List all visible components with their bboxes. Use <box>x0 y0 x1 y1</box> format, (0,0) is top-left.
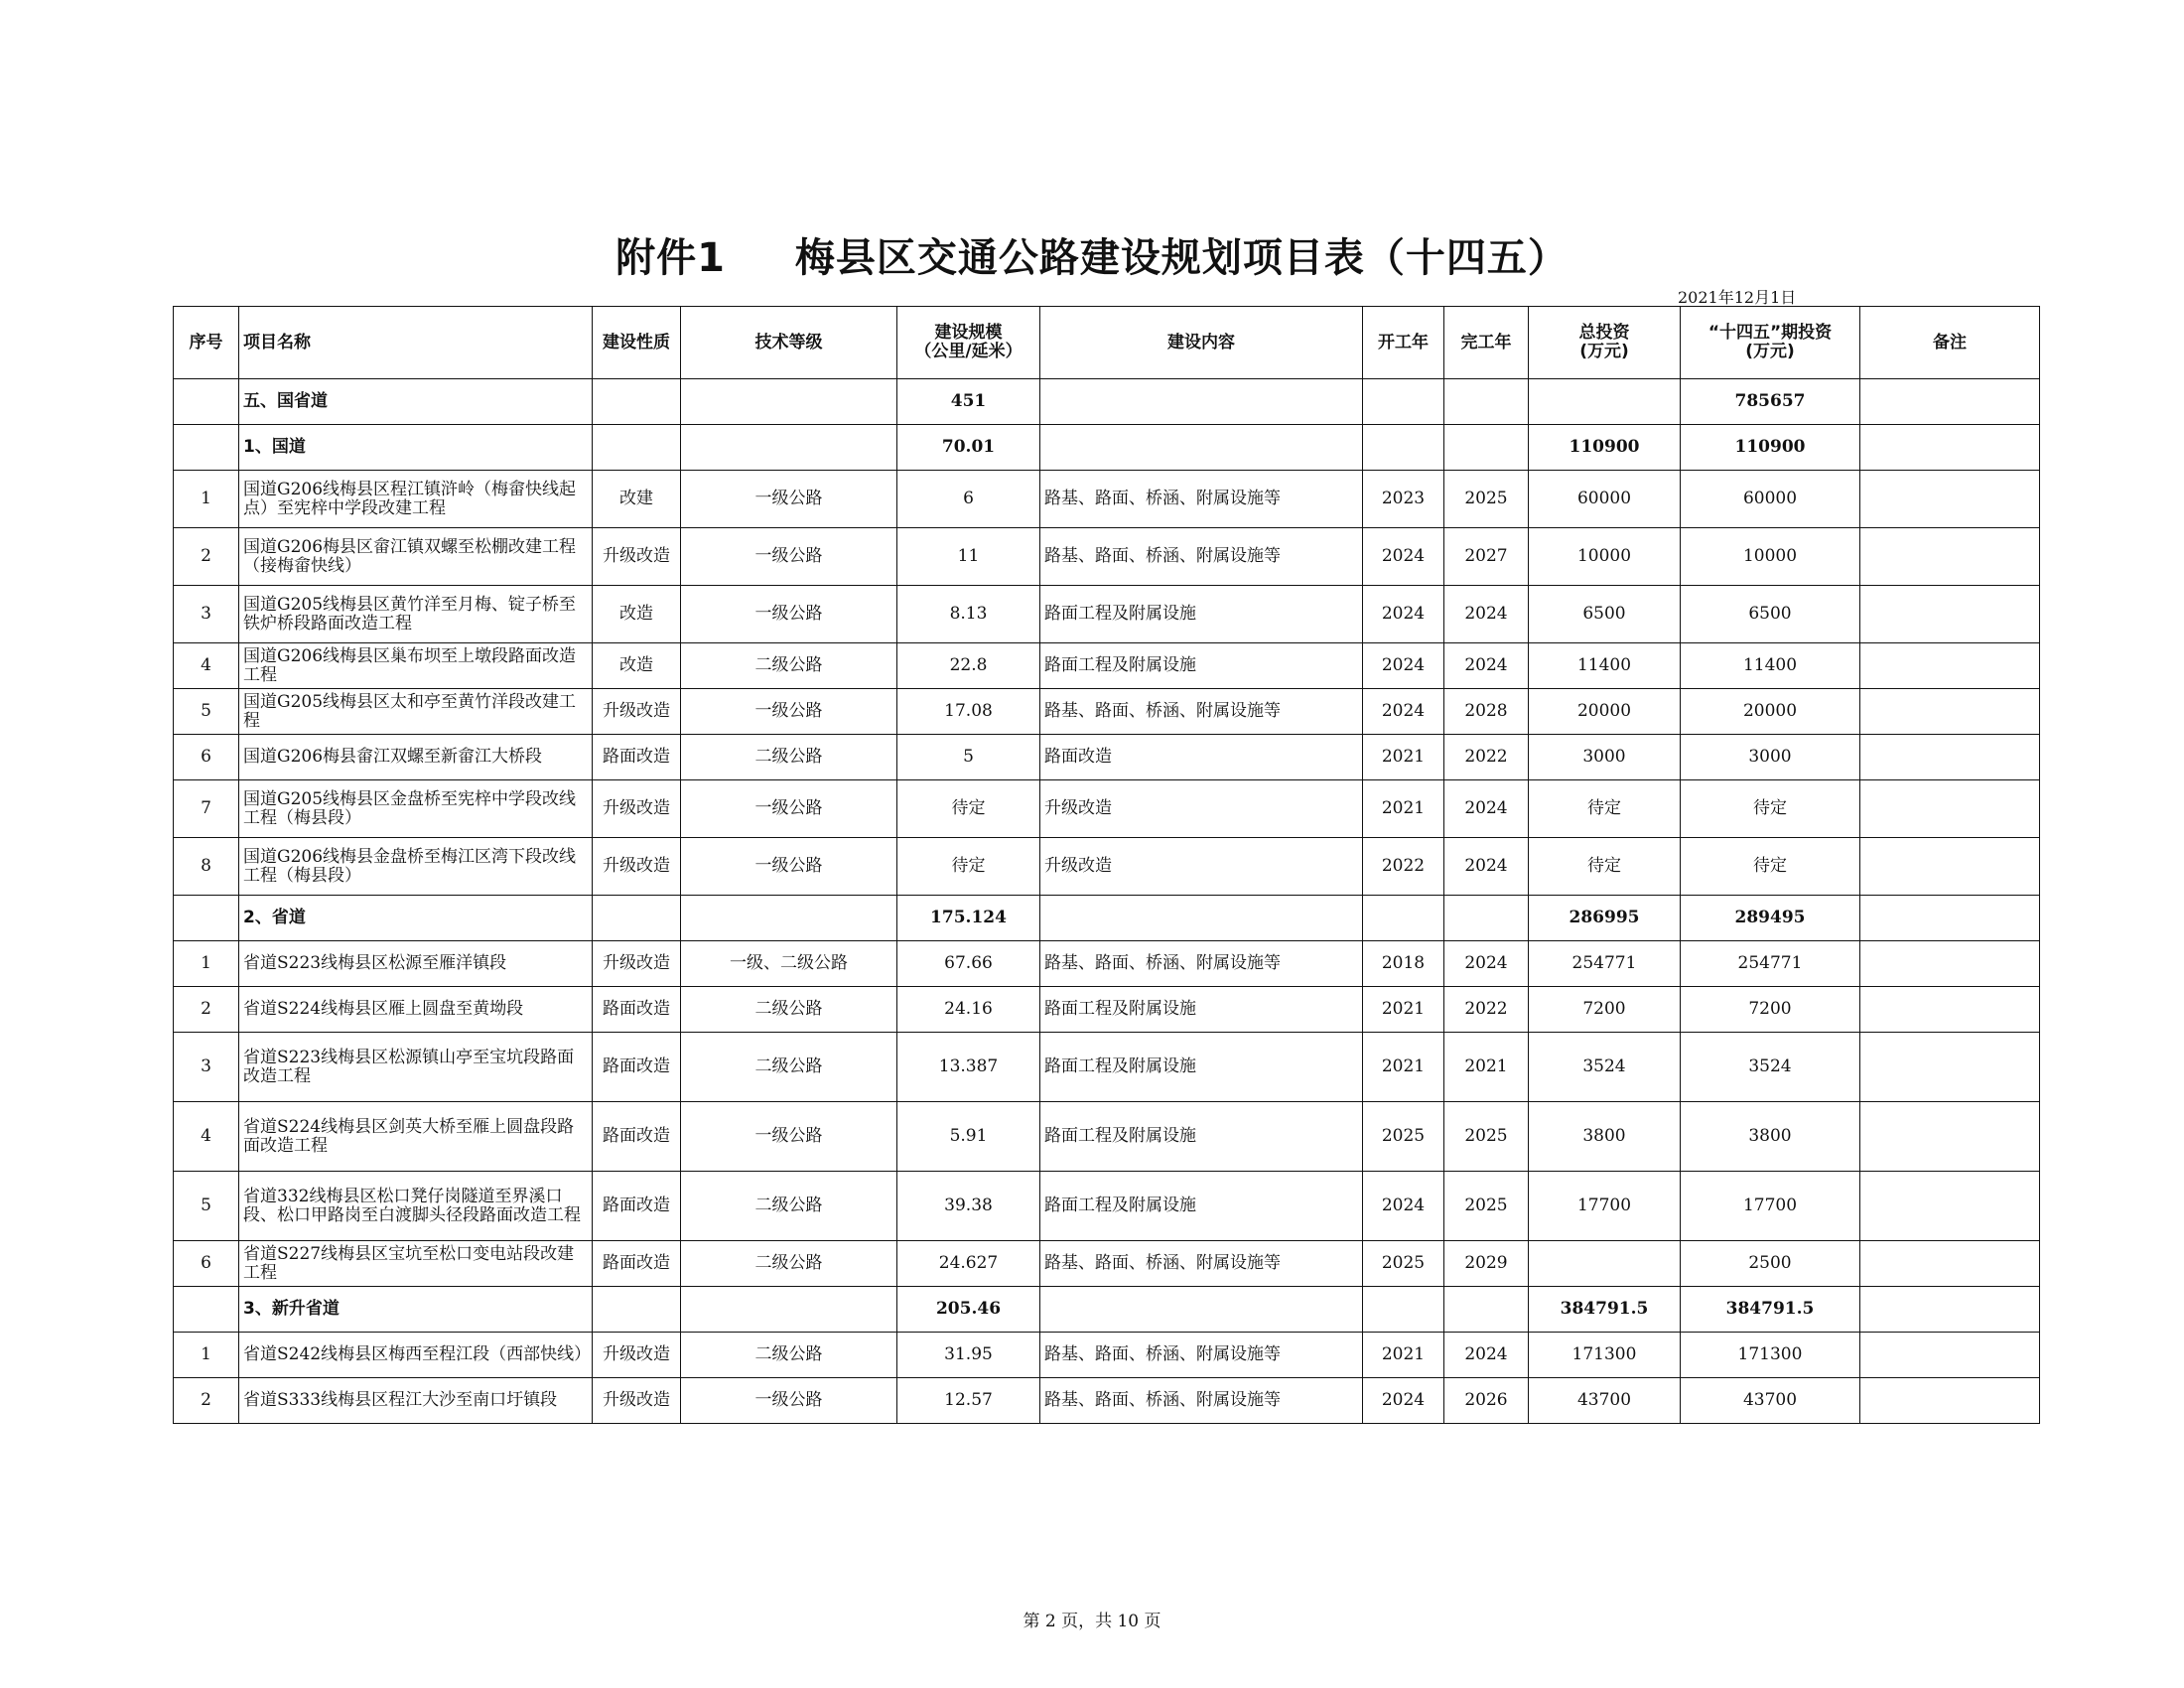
cell-period: 785657 <box>1681 379 1860 425</box>
cell-note <box>1860 1378 2040 1424</box>
cell-nature: 路面改造 <box>593 1241 681 1287</box>
cell-name: 国道G205线梅县区黄竹洋至月梅、锭子桥至铁炉桥段路面改造工程 <box>239 586 593 643</box>
cell-content: 路面改造 <box>1040 735 1363 780</box>
cell-nature: 升级改造 <box>593 941 681 987</box>
cell-content: 路面工程及附属设施 <box>1040 987 1363 1033</box>
section-row <box>174 1287 2040 1333</box>
cell-grade: 一级公路 <box>681 1102 897 1172</box>
cell-note <box>1860 1172 2040 1241</box>
cell-scale: 17.08 <box>897 689 1040 735</box>
cell-content <box>1040 379 1363 425</box>
cell-seq: 5 <box>174 1172 239 1241</box>
cell-nature: 升级改造 <box>593 528 681 586</box>
table-row <box>174 689 2040 735</box>
cell-scale: 11 <box>897 528 1040 586</box>
cell-seq: 2 <box>174 528 239 586</box>
table-row <box>174 1241 2040 1287</box>
cell-seq: 1 <box>174 941 239 987</box>
cell-grade: 二级公路 <box>681 1241 897 1287</box>
cell-note <box>1860 896 2040 941</box>
cell-total: 待定 <box>1529 838 1681 896</box>
cell-scale: 39.38 <box>897 1172 1040 1241</box>
cell-content: 路基、路面、桥涵、附属设施等 <box>1040 1378 1363 1424</box>
cell-start: 2023 <box>1363 471 1444 528</box>
cell-grade: 一级公路 <box>681 471 897 528</box>
cell-grade: 二级公路 <box>681 643 897 689</box>
cell-scale: 6 <box>897 471 1040 528</box>
table-body <box>174 379 2040 1424</box>
col-header-note: 备注 <box>1860 307 2040 379</box>
cell-start: 2021 <box>1363 780 1444 838</box>
cell-end: 2029 <box>1444 1241 1529 1287</box>
cell-total: 3524 <box>1529 1033 1681 1102</box>
cell-seq: 1 <box>174 1333 239 1378</box>
cell-note <box>1860 528 2040 586</box>
cell-grade <box>681 896 897 941</box>
cell-total: 286995 <box>1529 896 1681 941</box>
cell-note <box>1860 689 2040 735</box>
cell-content <box>1040 425 1363 471</box>
cell-start: 2021 <box>1363 1033 1444 1102</box>
cell-name: 1、国道 <box>239 425 593 471</box>
section-row <box>174 379 2040 425</box>
cell-total: 254771 <box>1529 941 1681 987</box>
cell-scale: 8.13 <box>897 586 1040 643</box>
col-header-content: 建设内容 <box>1040 307 1363 379</box>
cell-content: 升级改造 <box>1040 838 1363 896</box>
cell-end: 2022 <box>1444 987 1529 1033</box>
cell-grade: 二级公路 <box>681 1172 897 1241</box>
cell-name: 国道G205线梅县区金盘桥至宪梓中学段改线工程（梅县段） <box>239 780 593 838</box>
cell-nature: 改造 <box>593 586 681 643</box>
table-row <box>174 941 2040 987</box>
table-row <box>174 643 2040 689</box>
cell-name: 省道332线梅县区松口凳仔岗隧道至界溪口段、松口甲路岗至白渡脚头径段路面改造工程 <box>239 1172 593 1241</box>
cell-seq <box>174 379 239 425</box>
col-header-scale <box>897 307 1040 379</box>
cell-total: 待定 <box>1529 780 1681 838</box>
cell-period: 10000 <box>1681 528 1860 586</box>
col-header-total-line2: (万元) <box>1579 342 1629 361</box>
cell-total: 20000 <box>1529 689 1681 735</box>
cell-start: 2021 <box>1363 1333 1444 1378</box>
cell-scale: 5 <box>897 735 1040 780</box>
cell-end: 2022 <box>1444 735 1529 780</box>
col-header-end: 完工年 <box>1444 307 1529 379</box>
cell-total: 7200 <box>1529 987 1681 1033</box>
cell-seq <box>174 896 239 941</box>
cell-name: 2、省道 <box>239 896 593 941</box>
cell-end <box>1444 425 1529 471</box>
cell-period: 110900 <box>1681 425 1860 471</box>
cell-end: 2024 <box>1444 1333 1529 1378</box>
cell-nature <box>593 896 681 941</box>
cell-end: 2021 <box>1444 1033 1529 1102</box>
col-header-period-line1: “十四五”期投资 <box>1707 323 1833 343</box>
col-header-grade: 技术等级 <box>681 307 897 379</box>
cell-total: 10000 <box>1529 528 1681 586</box>
cell-content <box>1040 1287 1363 1333</box>
project-table <box>173 306 2040 1424</box>
cell-note <box>1860 471 2040 528</box>
cell-note <box>1860 1102 2040 1172</box>
cell-grade <box>681 379 897 425</box>
cell-name: 省道S224线梅县区雁上圆盘至黄坳段 <box>239 987 593 1033</box>
cell-period: 384791.5 <box>1681 1287 1860 1333</box>
cell-nature: 路面改造 <box>593 1172 681 1241</box>
cell-total <box>1529 379 1681 425</box>
cell-seq <box>174 425 239 471</box>
cell-seq <box>174 1287 239 1333</box>
cell-end: 2026 <box>1444 1378 1529 1424</box>
col-header-period <box>1681 307 1860 379</box>
table-row <box>174 780 2040 838</box>
cell-grade: 二级公路 <box>681 987 897 1033</box>
cell-end: 2025 <box>1444 471 1529 528</box>
cell-name: 国道G206线梅县区程江镇浒岭（梅畲快线起点）至宪梓中学段改建工程 <box>239 471 593 528</box>
cell-start: 2024 <box>1363 1172 1444 1241</box>
cell-start <box>1363 1287 1444 1333</box>
cell-period: 289495 <box>1681 896 1860 941</box>
cell-note <box>1860 643 2040 689</box>
cell-total <box>1529 1241 1681 1287</box>
table-row <box>174 1033 2040 1102</box>
cell-note <box>1860 425 2040 471</box>
cell-nature: 路面改造 <box>593 1102 681 1172</box>
cell-content: 路面工程及附属设施 <box>1040 1033 1363 1102</box>
cell-note <box>1860 941 2040 987</box>
cell-content: 路面工程及附属设施 <box>1040 1172 1363 1241</box>
cell-scale: 451 <box>897 379 1040 425</box>
col-header-scale-line2: （公里/延米） <box>914 342 1023 361</box>
cell-end: 2028 <box>1444 689 1529 735</box>
cell-scale: 待定 <box>897 780 1040 838</box>
cell-nature: 升级改造 <box>593 1378 681 1424</box>
cell-period: 3524 <box>1681 1033 1860 1102</box>
cell-end: 2025 <box>1444 1172 1529 1241</box>
cell-period: 43700 <box>1681 1378 1860 1424</box>
cell-grade: 一级公路 <box>681 528 897 586</box>
cell-seq: 3 <box>174 586 239 643</box>
cell-period: 17700 <box>1681 1172 1860 1241</box>
cell-total: 11400 <box>1529 643 1681 689</box>
cell-nature: 升级改造 <box>593 1333 681 1378</box>
col-header-name: 项目名称 <box>239 307 593 379</box>
cell-content: 路面工程及附属设施 <box>1040 1102 1363 1172</box>
cell-nature <box>593 425 681 471</box>
col-header-scale-line1: 建设规模 <box>934 323 1003 343</box>
cell-total: 110900 <box>1529 425 1681 471</box>
table-row <box>174 1172 2040 1241</box>
cell-name: 省道S224线梅县区剑英大桥至雁上圆盘段路面改造工程 <box>239 1102 593 1172</box>
cell-start: 2018 <box>1363 941 1444 987</box>
cell-nature: 升级改造 <box>593 838 681 896</box>
cell-period: 3800 <box>1681 1102 1860 1172</box>
cell-start <box>1363 896 1444 941</box>
cell-name: 国道G206线梅县区巢布坝至上墩段路面改造工程 <box>239 643 593 689</box>
cell-content: 升级改造 <box>1040 780 1363 838</box>
cell-name: 国道G206梅县畲江双螺至新畲江大桥段 <box>239 735 593 780</box>
table-row <box>174 987 2040 1033</box>
cell-scale: 205.46 <box>897 1287 1040 1333</box>
cell-grade <box>681 425 897 471</box>
cell-period: 254771 <box>1681 941 1860 987</box>
page-title <box>0 226 2184 283</box>
document-date: 2021年12月1日 <box>1678 288 1797 307</box>
cell-nature: 改建 <box>593 471 681 528</box>
cell-nature: 升级改造 <box>593 689 681 735</box>
cell-start: 2025 <box>1363 1241 1444 1287</box>
cell-scale: 待定 <box>897 838 1040 896</box>
cell-scale: 70.01 <box>897 425 1040 471</box>
cell-period: 待定 <box>1681 838 1860 896</box>
cell-scale: 5.91 <box>897 1102 1040 1172</box>
cell-scale: 31.95 <box>897 1333 1040 1378</box>
cell-total: 384791.5 <box>1529 1287 1681 1333</box>
cell-note <box>1860 379 2040 425</box>
cell-content <box>1040 896 1363 941</box>
cell-end: 2024 <box>1444 941 1529 987</box>
cell-total: 17700 <box>1529 1172 1681 1241</box>
cell-note <box>1860 1287 2040 1333</box>
cell-period: 20000 <box>1681 689 1860 735</box>
cell-name: 国道G206线梅县金盘桥至梅江区湾下段改线工程（梅县段） <box>239 838 593 896</box>
cell-nature: 路面改造 <box>593 987 681 1033</box>
cell-nature: 改造 <box>593 643 681 689</box>
cell-seq: 5 <box>174 689 239 735</box>
col-header-start: 开工年 <box>1363 307 1444 379</box>
cell-start: 2024 <box>1363 528 1444 586</box>
table-row <box>174 1333 2040 1378</box>
cell-scale: 175.124 <box>897 896 1040 941</box>
cell-end: 2024 <box>1444 586 1529 643</box>
cell-content: 路面工程及附属设施 <box>1040 586 1363 643</box>
cell-grade: 二级公路 <box>681 1333 897 1378</box>
table-row <box>174 735 2040 780</box>
cell-end: 2025 <box>1444 1102 1529 1172</box>
cell-seq: 2 <box>174 987 239 1033</box>
cell-seq: 6 <box>174 735 239 780</box>
cell-name: 省道S242线梅县区梅西至程江段（西部快线） <box>239 1333 593 1378</box>
cell-period: 6500 <box>1681 586 1860 643</box>
cell-seq: 7 <box>174 780 239 838</box>
cell-end: 2024 <box>1444 780 1529 838</box>
cell-name: 国道G206梅县区畲江镇双螺至松棚改建工程（接梅畲快线） <box>239 528 593 586</box>
col-header-total-line1: 总投资 <box>1578 323 1630 343</box>
cell-end: 2024 <box>1444 643 1529 689</box>
cell-start: 2024 <box>1363 689 1444 735</box>
table-row <box>174 1102 2040 1172</box>
cell-content: 路基、路面、桥涵、附属设施等 <box>1040 1333 1363 1378</box>
cell-start <box>1363 425 1444 471</box>
cell-content: 路基、路面、桥涵、附属设施等 <box>1040 528 1363 586</box>
cell-total: 3800 <box>1529 1102 1681 1172</box>
cell-seq: 6 <box>174 1241 239 1287</box>
cell-seq: 3 <box>174 1033 239 1102</box>
cell-start: 2025 <box>1363 1102 1444 1172</box>
cell-period: 7200 <box>1681 987 1860 1033</box>
cell-name: 3、新升省道 <box>239 1287 593 1333</box>
cell-end: 2027 <box>1444 528 1529 586</box>
cell-scale: 24.627 <box>897 1241 1040 1287</box>
cell-scale: 24.16 <box>897 987 1040 1033</box>
cell-start: 2024 <box>1363 643 1444 689</box>
cell-start <box>1363 379 1444 425</box>
cell-seq: 4 <box>174 1102 239 1172</box>
cell-total: 60000 <box>1529 471 1681 528</box>
cell-end: 2024 <box>1444 838 1529 896</box>
cell-name: 省道S227线梅县区宝坑至松口变电站段改建工程 <box>239 1241 593 1287</box>
cell-scale: 67.66 <box>897 941 1040 987</box>
page-footer: 第 2 页，共 10 页 <box>1023 1612 1161 1631</box>
cell-note <box>1860 780 2040 838</box>
cell-content: 路基、路面、桥涵、附属设施等 <box>1040 1241 1363 1287</box>
cell-end <box>1444 896 1529 941</box>
cell-start: 2021 <box>1363 735 1444 780</box>
section-row <box>174 425 2040 471</box>
col-header-seq: 序号 <box>174 307 239 379</box>
table-row <box>174 1378 2040 1424</box>
cell-name: 国道G205线梅县区太和亭至黄竹洋段改建工程 <box>239 689 593 735</box>
cell-note <box>1860 735 2040 780</box>
cell-scale: 22.8 <box>897 643 1040 689</box>
cell-period: 3000 <box>1681 735 1860 780</box>
cell-total: 6500 <box>1529 586 1681 643</box>
cell-grade: 一级公路 <box>681 689 897 735</box>
cell-grade: 二级公路 <box>681 735 897 780</box>
cell-grade: 一级公路 <box>681 586 897 643</box>
cell-nature <box>593 1287 681 1333</box>
table-row <box>174 586 2040 643</box>
cell-period: 11400 <box>1681 643 1860 689</box>
title-prefix: 附件1 <box>615 235 726 281</box>
cell-grade <box>681 1287 897 1333</box>
cell-nature: 升级改造 <box>593 780 681 838</box>
table-row <box>174 838 2040 896</box>
cell-total: 3000 <box>1529 735 1681 780</box>
cell-scale: 13.387 <box>897 1033 1040 1102</box>
cell-grade: 一级公路 <box>681 1378 897 1424</box>
cell-scale: 12.57 <box>897 1378 1040 1424</box>
cell-start: 2024 <box>1363 586 1444 643</box>
cell-note <box>1860 1333 2040 1378</box>
cell-period: 171300 <box>1681 1333 1860 1378</box>
cell-seq: 4 <box>174 643 239 689</box>
cell-nature <box>593 379 681 425</box>
cell-seq: 1 <box>174 471 239 528</box>
title-main: 梅县区交通公路建设规划项目表（十四五） <box>794 235 1569 281</box>
cell-seq: 2 <box>174 1378 239 1424</box>
cell-start: 2024 <box>1363 1378 1444 1424</box>
cell-grade: 二级公路 <box>681 1033 897 1102</box>
cell-nature: 路面改造 <box>593 1033 681 1102</box>
cell-end <box>1444 379 1529 425</box>
cell-note <box>1860 838 2040 896</box>
cell-start: 2021 <box>1363 987 1444 1033</box>
header-row <box>174 307 2040 379</box>
cell-content: 路面工程及附属设施 <box>1040 643 1363 689</box>
cell-period: 待定 <box>1681 780 1860 838</box>
cell-period: 60000 <box>1681 471 1860 528</box>
cell-content: 路基、路面、桥涵、附属设施等 <box>1040 471 1363 528</box>
section-row <box>174 896 2040 941</box>
col-header-period-line2: (万元) <box>1745 342 1795 361</box>
cell-name: 省道S223线梅县区松源至雁洋镇段 <box>239 941 593 987</box>
cell-note <box>1860 1033 2040 1102</box>
cell-note <box>1860 1241 2040 1287</box>
cell-total: 43700 <box>1529 1378 1681 1424</box>
table-row <box>174 528 2040 586</box>
cell-name: 五、国省道 <box>239 379 593 425</box>
cell-content: 路基、路面、桥涵、附属设施等 <box>1040 689 1363 735</box>
cell-name: 省道S333线梅县区程江大沙至南口圩镇段 <box>239 1378 593 1424</box>
cell-note <box>1860 987 2040 1033</box>
cell-start: 2022 <box>1363 838 1444 896</box>
cell-note <box>1860 586 2040 643</box>
cell-grade: 一级公路 <box>681 780 897 838</box>
cell-period: 2500 <box>1681 1241 1860 1287</box>
table-row <box>174 471 2040 528</box>
cell-content: 路基、路面、桥涵、附属设施等 <box>1040 941 1363 987</box>
col-header-total <box>1529 307 1681 379</box>
cell-nature: 路面改造 <box>593 735 681 780</box>
col-header-nature: 建设性质 <box>593 307 681 379</box>
cell-end <box>1444 1287 1529 1333</box>
cell-seq: 8 <box>174 838 239 896</box>
cell-total: 171300 <box>1529 1333 1681 1378</box>
cell-grade: 一级公路 <box>681 838 897 896</box>
cell-grade: 一级、二级公路 <box>681 941 897 987</box>
cell-name: 省道S223线梅县区松源镇山亭至宝坑段路面改造工程 <box>239 1033 593 1102</box>
